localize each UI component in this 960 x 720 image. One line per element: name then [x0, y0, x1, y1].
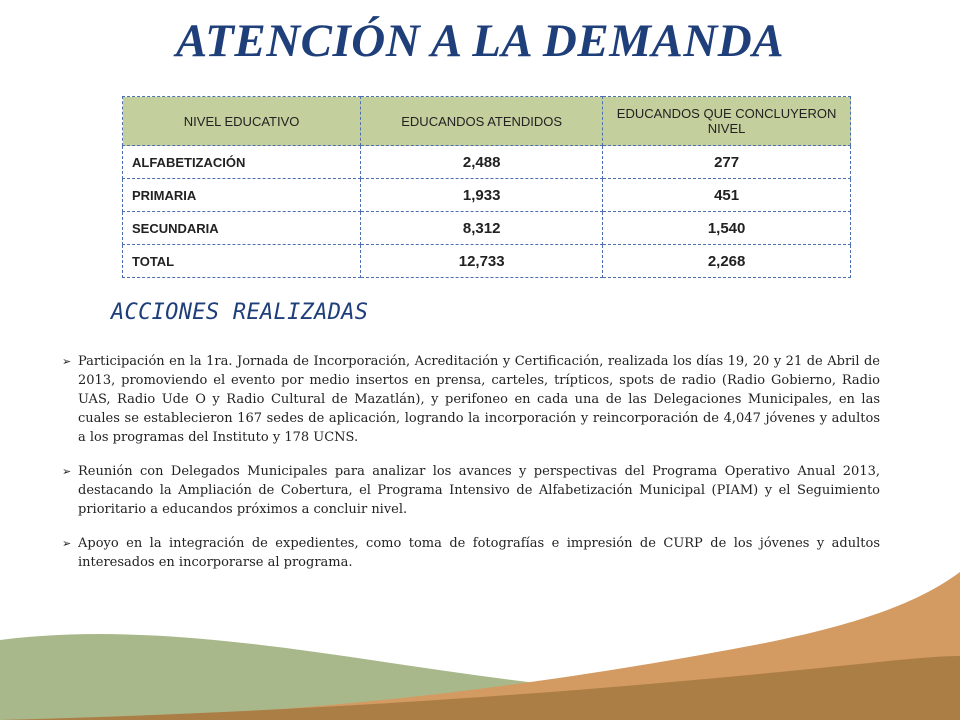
row-level-label: SECUNDARIA: [123, 212, 361, 245]
row-completed-value: 451: [603, 179, 851, 212]
row-level-label: ALFABETIZACIÓN: [123, 146, 361, 179]
header-educandos-concluyeron: EDUCANDOS QUE CONCLUYERON NIVEL: [603, 97, 851, 146]
row-completed-value: 277: [603, 146, 851, 179]
row-attended-value: 2,488: [361, 146, 603, 179]
table-header-row: [123, 97, 851, 146]
row-completed-value: 1,540: [603, 212, 851, 245]
row-level-label: TOTAL: [123, 245, 361, 278]
actions-list: [62, 352, 880, 587]
page-title: ATENCIÓN A LA DEMANDA: [175, 15, 785, 67]
list-item: [62, 352, 880, 447]
table-row-total: [123, 245, 851, 278]
table-row: [123, 179, 851, 212]
stats-table: [122, 96, 851, 278]
list-item: [62, 462, 880, 519]
arrow-bullet-icon: ➢: [62, 355, 72, 368]
row-attended-value: 8,312: [361, 212, 603, 245]
row-attended-value: 12,733: [361, 245, 603, 278]
list-item: [62, 534, 880, 572]
list-item-text: Apoyo en la integración de expedientes, como toma de fotografías e impresión de CURP de los jóvenes y adultos interesados en incorporarse al programa.: [78, 536, 880, 570]
row-level-label: PRIMARIA: [123, 179, 361, 212]
list-item-text: Reunión con Delegados Municipales para analizar los avances y perspectivas del Programa Operativo Anual 2013, destacando la Ampliación de Cobertura, el Programa Intensivo de Alfabetización Municipal (PIAM) y el Seguimiento prioritario a educandos próximos a concluir nivel.: [78, 464, 880, 517]
row-attended-value: 1,933: [361, 179, 603, 212]
list-item-text: Participación en la 1ra. Jornada de Incorporación, Acreditación y Certificación, realizada los días 19, 20 y 21 de Abril de 2013, promoviendo el evento por medio insertos en prensa, carteles, trípticos, spots de radio (Radio Gobierno, Radio UAS, Radio Ude O y Radio Cultural de Mazatlán), y perifoneo en cada una de las Delegaciones Municipales, en las cuales se establecieron 167 sedes de aplicación, logrando la incorporación y reincorporación de 4,047 jóvenes y adultos a los programas del Instituto y 178 UCNS.: [78, 354, 880, 445]
table-row: [123, 212, 851, 245]
table-row: [123, 146, 851, 179]
header-educandos-atendidos: EDUCANDOS ATENDIDOS: [361, 97, 603, 146]
decorative-footer-waves: [0, 572, 960, 720]
arrow-bullet-icon: ➢: [62, 465, 72, 478]
arrow-bullet-icon: ➢: [62, 537, 72, 550]
row-completed-value: 2,268: [603, 245, 851, 278]
actions-heading: ACCIONES REALIZADAS: [111, 300, 369, 325]
header-nivel-educativo: NIVEL EDUCATIVO: [123, 97, 361, 146]
